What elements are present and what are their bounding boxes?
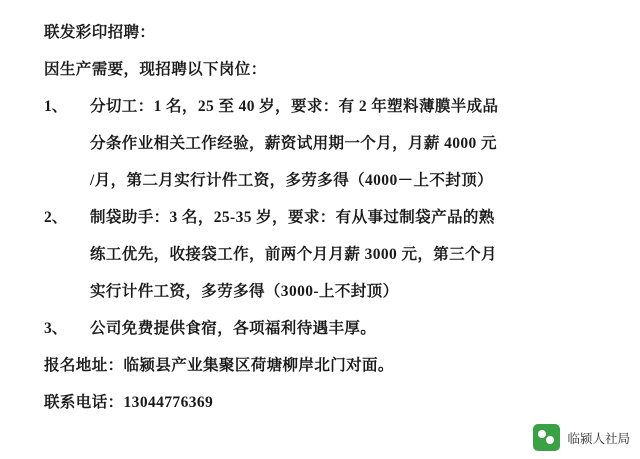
list-item — [44, 310, 596, 347]
list-item-number: 3、 — [44, 320, 68, 337]
wechat-logo-dot-icon — [546, 436, 554, 444]
list-item-line: 实行计件工资，多劳多得（3000-上不封顶） — [90, 283, 399, 300]
document-intro: 因生产需要，现招聘以下岗位： — [44, 61, 267, 78]
address-line — [44, 347, 596, 384]
list-item-line: 制袋助手：3 名，25-35 岁，要求：有从事过制袋产品的熟 — [90, 209, 495, 226]
list-item-body — [90, 199, 596, 310]
list-item-line: 分条作业相关工作经验，薪资试用期一个月，月薪 4000 元 — [90, 135, 497, 152]
address-value: 临颍县产业集聚区荷塘柳岸北门对面。 — [123, 357, 394, 374]
address-label: 报名地址： — [44, 357, 124, 374]
list-item-body — [90, 88, 596, 199]
list-item-number: 2、 — [44, 209, 68, 226]
phone-line — [44, 384, 596, 421]
phone-value: 13044776369 — [123, 394, 214, 411]
list-item-body — [90, 310, 596, 347]
list-item-number: 1、 — [44, 98, 68, 115]
wechat-logo-icon — [533, 424, 560, 451]
watermark-label: 临颍人社局 — [567, 431, 630, 446]
phone-label: 联系电话： — [44, 394, 124, 411]
list-item — [44, 199, 596, 310]
list-item — [44, 88, 596, 199]
list-item-line: /月，第二月实行计件工资，多劳多得（4000－上不封顶） — [90, 172, 494, 189]
list-item-line: 分切工：1 名，25 至 40 岁，要求：有 2 年塑料薄膜半成品 — [90, 98, 499, 115]
list-item-line: 公司免费提供食宿，各项福利待遇丰厚。 — [90, 320, 377, 337]
list-item-line: 练工优先，收接袋工作，前两个月月薪 3000 元，第三个月 — [90, 246, 497, 263]
watermark-badge — [533, 424, 630, 451]
wechat-logo-dot-icon — [538, 430, 546, 438]
document-title: 联发彩印招聘： — [44, 24, 156, 41]
